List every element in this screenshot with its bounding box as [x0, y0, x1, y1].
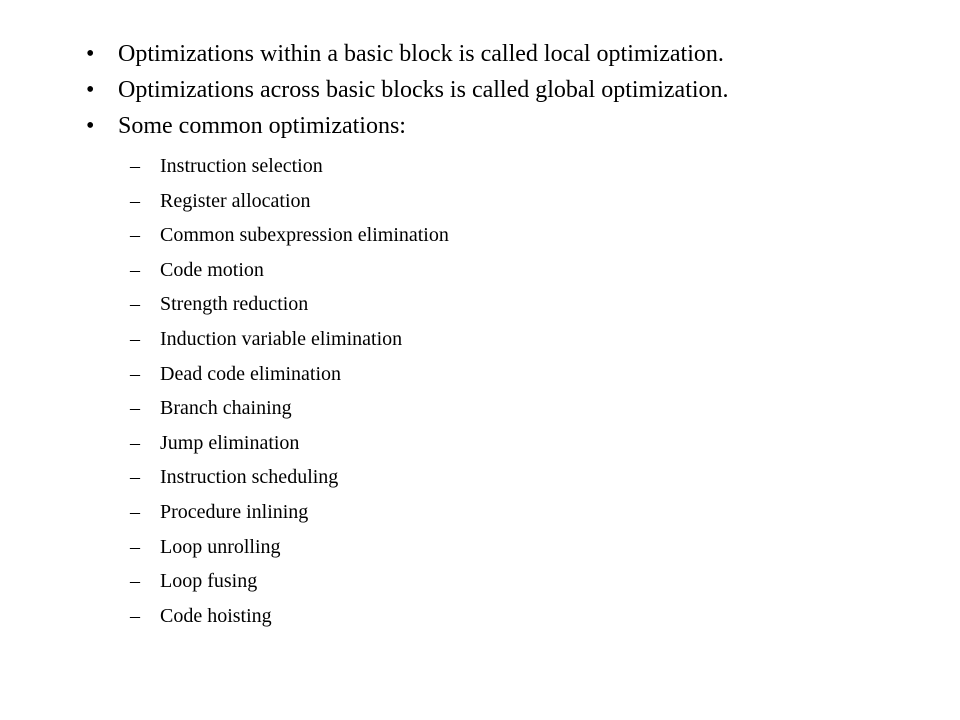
bullet-item-common-optimizations: [86, 108, 729, 144]
sub-item: [130, 149, 449, 184]
sub-item: [130, 218, 449, 253]
dash-marker: –: [130, 535, 140, 558]
sub-item: [130, 184, 449, 219]
dash-marker: –: [130, 397, 140, 420]
bullet-text: Optimizations within a basic block is called local optimization.: [118, 41, 724, 67]
bullet-dot: •: [86, 113, 95, 139]
sub-item: [130, 495, 449, 530]
bullet-item-local-optimization: [86, 36, 729, 72]
dash-marker: –: [130, 293, 140, 316]
sub-item-text: Dead code elimination: [160, 362, 342, 385]
sub-item-text: Procedure inlining: [160, 500, 309, 523]
sub-item-text: Instruction selection: [160, 155, 323, 177]
dash-marker: –: [130, 224, 140, 247]
dash-marker: –: [130, 431, 140, 454]
dash-marker: –: [130, 258, 140, 281]
bullet-item-global-optimization: [86, 72, 729, 108]
sub-item-text: Branch chaining: [160, 397, 292, 420]
sub-item: [130, 564, 449, 599]
dash-marker: –: [130, 466, 140, 489]
dash-marker: –: [130, 570, 140, 593]
dash-marker: –: [130, 155, 140, 177]
sub-item-text: Jump elimination: [160, 431, 300, 454]
bullet-text: Optimizations across basic blocks is called global optimization.: [118, 77, 729, 103]
sub-item-text: Code hoisting: [160, 604, 272, 627]
dash-marker: –: [130, 189, 140, 212]
sub-item-text: Common subexpression elimination: [160, 224, 449, 247]
sub-item: [130, 599, 449, 634]
sub-item: [130, 357, 449, 392]
sub-item: [130, 426, 449, 461]
sub-item-text: Induction variable elimination: [160, 327, 403, 350]
dash-marker: –: [130, 362, 140, 385]
sub-item-text: Code motion: [160, 258, 264, 281]
sub-item: [130, 253, 449, 288]
sub-item-text: Register allocation: [160, 189, 311, 212]
bullet-dot: •: [86, 41, 95, 67]
sub-item: [130, 287, 449, 322]
sub-item: [130, 460, 449, 495]
bullet-text: Some common optimizations:: [118, 113, 406, 139]
sub-item: [130, 530, 449, 565]
sub-item-text: Strength reduction: [160, 293, 309, 316]
sub-item: [130, 391, 449, 426]
dash-marker: –: [130, 500, 140, 523]
dash-marker: –: [130, 327, 140, 350]
sub-item-text: Loop fusing: [160, 570, 258, 593]
dash-marker: –: [130, 604, 140, 627]
sub-item: [130, 322, 449, 357]
optimization-sub-list: [130, 149, 449, 633]
sub-item-text: Instruction scheduling: [160, 466, 339, 489]
bullet-dot: •: [86, 77, 95, 103]
sub-item-text: Loop unrolling: [160, 535, 281, 558]
main-bullet-list: [86, 36, 729, 144]
